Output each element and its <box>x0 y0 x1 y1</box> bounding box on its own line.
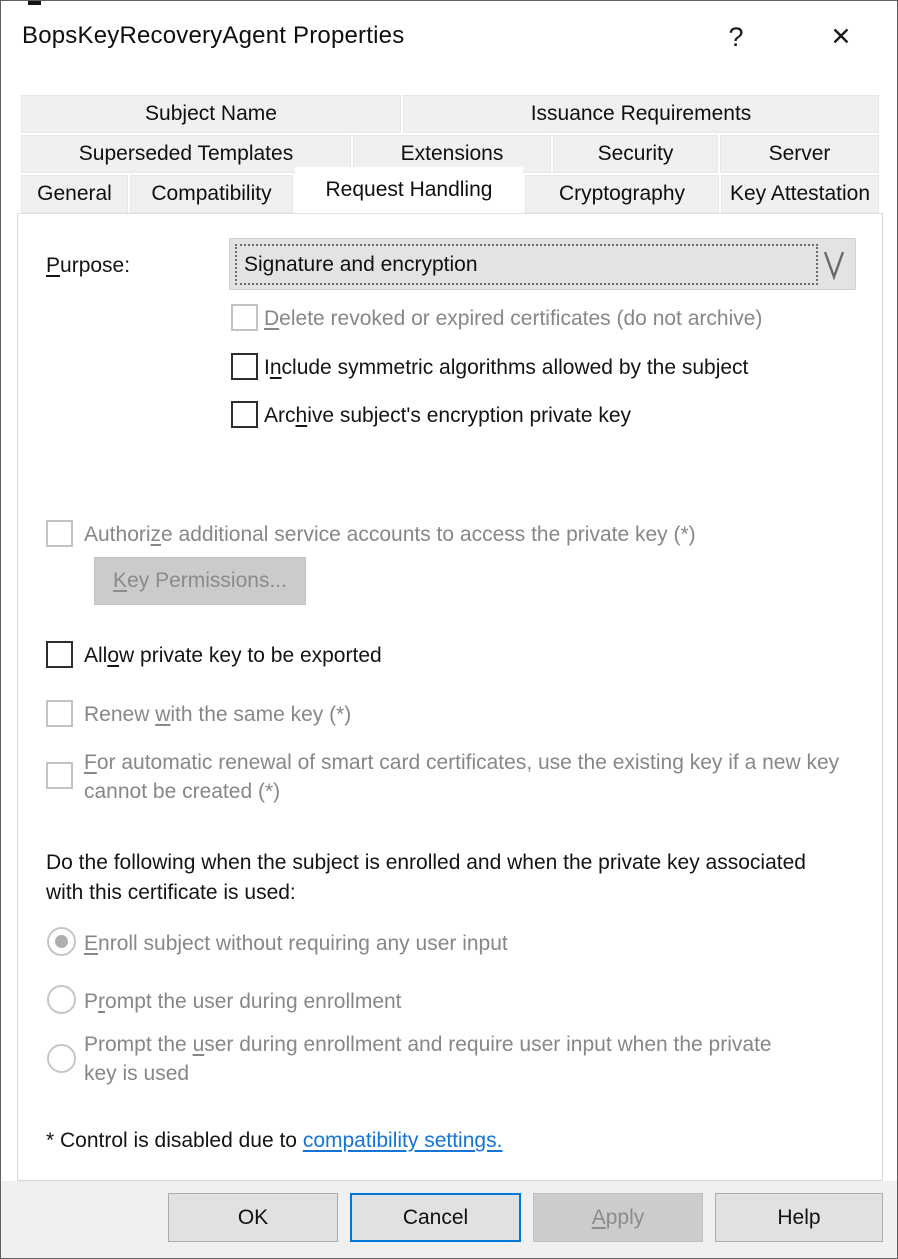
checkbox-include-symmetric-algorithms-label: Include symmetric algorithms allowed by the subject <box>264 356 749 379</box>
radio-enroll-without-input[interactable] <box>47 927 76 956</box>
checkbox-authorize-service-accounts-label: Authorize additional service accounts to access the private key (*) <box>84 523 696 546</box>
checkbox-include-symmetric-algorithms[interactable] <box>231 353 258 380</box>
tab-cryptography[interactable]: Cryptography <box>525 175 719 213</box>
checkbox-allow-private-key-export-label: Allow private key to be exported <box>84 644 382 667</box>
close-button[interactable] <box>819 17 863 57</box>
compatibility-settings-link[interactable]: compatibility settings. <box>302 1129 503 1152</box>
checkbox-archive-private-key[interactable] <box>231 401 258 428</box>
chevron-down-icon <box>822 250 846 280</box>
purpose-label: Purpose: <box>46 254 131 277</box>
radio-prompt-during-enrollment[interactable] <box>47 985 76 1014</box>
checkbox-renew-same-key-label: Renew with the same key (*) <box>84 703 352 726</box>
tab-extensions[interactable]: Extensions <box>353 135 551 173</box>
help-button[interactable]: Help <box>715 1193 883 1242</box>
radio-enroll-without-input-label: Enroll subject without requiring any user input <box>84 932 508 955</box>
tab-compatibility[interactable]: Compatibility <box>130 175 293 213</box>
checkbox-archive-private-key-label: Archive subject's encryption private key <box>264 404 632 427</box>
key-permissions-button[interactable]: Key Permissions... <box>94 557 306 605</box>
radio-prompt-during-enrollment-label: Prompt the user during enrollment <box>84 990 402 1013</box>
tab-key-attestation[interactable]: Key Attestation <box>721 175 879 213</box>
tab-server[interactable]: Server <box>720 135 879 173</box>
checkbox-allow-private-key-export[interactable] <box>46 641 73 668</box>
apply-button[interactable]: Apply <box>533 1193 703 1242</box>
cancel-button[interactable]: Cancel <box>350 1193 521 1242</box>
tab-superseded-templates[interactable]: Superseded Templates <box>21 135 351 173</box>
radio-prompt-and-require-input[interactable] <box>47 1044 76 1073</box>
help-titlebar-button[interactable] <box>714 17 758 57</box>
enrollment-heading: Do the following when the subject is enrolled and when the private key associated with this certificate is used: <box>46 851 806 904</box>
question-mark-icon: ? <box>728 21 744 52</box>
tab-request-handling-active[interactable]: Request Handling <box>295 167 523 213</box>
purpose-dropdown[interactable] <box>229 238 856 290</box>
tab-general[interactable]: General <box>21 175 128 213</box>
footnote-text: * Control is disabled due to <box>46 1129 303 1152</box>
tab-issuance-requirements[interactable]: Issuance Requirements <box>403 95 879 133</box>
close-icon: ✕ <box>830 23 852 51</box>
ok-button[interactable]: OK <box>168 1193 338 1242</box>
radio-prompt-and-require-input-label: Prompt the user during enrollment and require user input when the private key is used <box>84 1033 772 1085</box>
checkbox-delete-revoked[interactable] <box>231 304 258 331</box>
checkbox-smart-card-existing-key-label: For automatic renewal of smart card certificates, use the existing key if a new key cannot be created (*) <box>84 751 840 803</box>
dialog-title: BopsKeyRecoveryAgent Properties <box>22 22 405 49</box>
radio-selected-dot <box>55 935 68 948</box>
checkbox-authorize-service-accounts[interactable] <box>46 520 73 547</box>
checkbox-delete-revoked-label: Delete revoked or expired certificates (do not archive) <box>264 307 763 330</box>
tab-security[interactable]: Security <box>553 135 718 173</box>
tab-subject-name[interactable]: Subject Name <box>21 95 401 133</box>
footnote <box>46 1126 502 1155</box>
checkbox-smart-card-existing-key[interactable] <box>46 762 73 789</box>
screen-edge-artifact <box>28 1 41 5</box>
checkbox-renew-same-key[interactable] <box>46 700 73 727</box>
purpose-dropdown-value: Signature and encryption <box>244 252 478 276</box>
purpose-dropdown-selection <box>235 244 818 285</box>
